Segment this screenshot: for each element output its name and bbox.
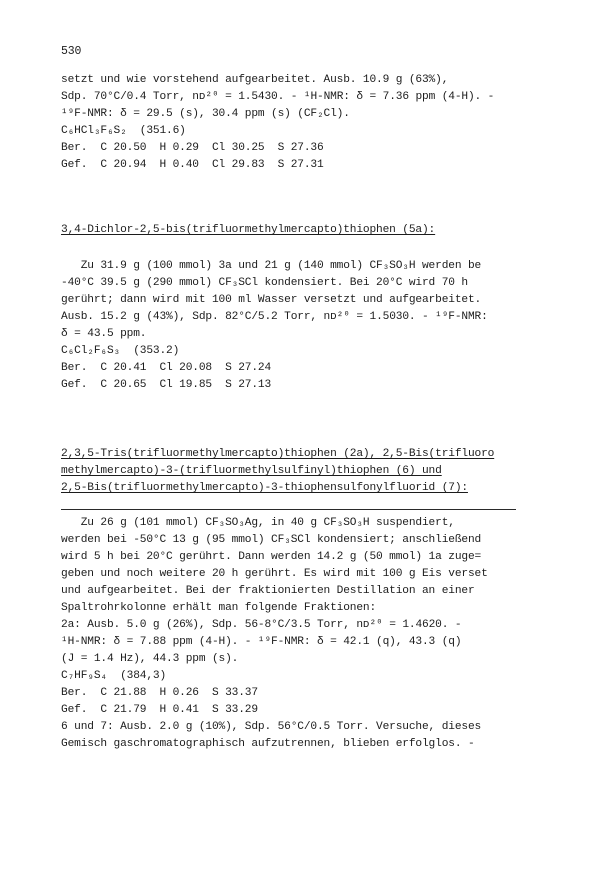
formula-line: C₇HF₉S₄ (384,3) [61, 670, 167, 682]
formula-line: C₆Cl₂F₆S₃ (353.2) [61, 345, 180, 357]
text-line: 6 und 7: Ausb. 2.0 g (10%), Sdp. 56°C/0.5 Torr. Versuche, dieses [61, 721, 482, 733]
text-line: 2a: Ausb. 5.0 g (26%), Sdp. 56-8°C/3.5 Torr, nᴅ²⁰ = 1.4620. - [61, 619, 462, 631]
text-line: werden bei -50°C 13 g (95 mmol) CF₃SCl kondensiert; anschließend [61, 534, 482, 546]
text-line: Zu 26 g (101 mmol) CF₃SO₃Ag, in 40 g CF₃SO₃H suspendiert, [61, 517, 455, 529]
text-line: Zu 31.9 g (100 mmol) 3a und 21 g (140 mmol) CF₃SO₃H werden be [61, 260, 482, 272]
analysis-calculated: Ber. C 20.50 H 0.29 Cl 30.25 S 27.36 [61, 142, 324, 154]
text-line: wird 5 h bei 20°C gerührt. Dann werden 14.2 g (50 mmol) 1a zuge= [61, 551, 482, 563]
analysis-found: Gef. C 20.65 Cl 19.85 S 27.13 [61, 379, 272, 391]
formula-line: C₆HCl₃F₆S₂ (351.6) [61, 125, 186, 137]
text-line: -40°C 39.5 g (290 mmol) CF₃SCl kondensiert. Bei 20°C wird 70 h [61, 277, 468, 289]
section-heading: 3,4-Dichlor-2,5-bis(trifluormethylmercapto)thiophen (5a): [61, 224, 436, 236]
analysis-found: Gef. C 20.94 H 0.40 Cl 29.83 S 27.31 [61, 159, 324, 171]
analysis-calculated: Ber. C 20.41 Cl 20.08 S 27.24 [61, 362, 272, 374]
analysis-calculated: Ber. C 21.88 H 0.26 S 33.37 [61, 687, 258, 699]
section-heading: 2,5-Bis(trifluormethylmercapto)-3-thiophensulfonylfluorid (7): [61, 482, 468, 494]
analysis-found: Gef. C 21.79 H 0.41 S 33.29 [61, 704, 258, 716]
text-line: setzt und wie vorstehend aufgearbeitet. Ausb. 10.9 g (63%), [61, 74, 449, 86]
heading-rule [61, 509, 516, 510]
text-line: Sdp. 70°C/0.4 Torr, nᴅ²⁰ = 1.5430. - ¹H-NMR: δ = 7.36 ppm (4-H). - [61, 91, 495, 103]
text-line: ¹⁹F-NMR: δ = 29.5 (s), 30.4 ppm (s) (CF₂Cl). [61, 108, 350, 120]
text-line: gerührt; dann wird mit 100 ml Wasser versetzt und aufgearbeitet. [61, 294, 482, 306]
text-line: (J = 1.4 Hz), 44.3 ppm (s). [61, 653, 239, 665]
page-number: 530 [61, 45, 82, 58]
text-line: δ = 43.5 ppm. [61, 328, 147, 340]
section-heading: 2,3,5-Tris(trifluormethylmercapto)thiophen (2a), 2,5-Bis(trifluoro [61, 448, 495, 460]
text-line: und aufgearbeitet. Bei der fraktionierten Destillation an einer [61, 585, 475, 597]
text-line: Ausb. 15.2 g (43%), Sdp. 82°C/5.2 Torr, nᴅ²⁰ = 1.5030. - ¹⁹F-NMR: [61, 311, 488, 323]
text-line: Gemisch gaschromatographisch aufzutrennen, blieben erfolglos. - [61, 738, 475, 750]
text-line: Spaltrohrkolonne erhält man folgende Fraktionen: [61, 602, 377, 614]
section-heading: methylmercapto)-3-(trifluormethylsulfinyl)thiophen (6) und [61, 465, 442, 477]
text-line: geben und noch weitere 20 h gerührt. Es wird mit 100 g Eis verset [61, 568, 488, 580]
text-line: ¹H-NMR: δ = 7.88 ppm (4-H). - ¹⁹F-NMR: δ = 42.1 (q), 43.3 (q) [61, 636, 462, 648]
